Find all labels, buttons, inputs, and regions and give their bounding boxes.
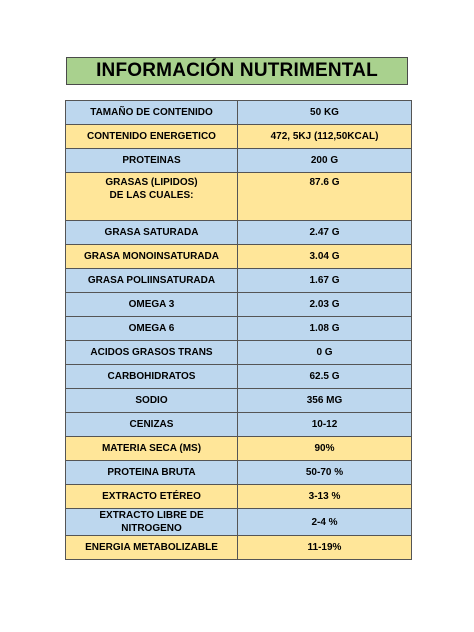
row-value: 2.47 G: [238, 221, 412, 245]
row-value: 2.03 G: [238, 293, 412, 317]
row-label: PROTEINAS: [66, 149, 238, 173]
row-label: GRASA SATURADA: [66, 221, 238, 245]
table-row: [66, 461, 412, 485]
row-label-line1: GRASAS (LIPIDOS): [105, 177, 198, 188]
row-label: CARBOHIDRATOS: [66, 365, 238, 389]
row-value: 0 G: [238, 341, 412, 365]
row-value: 87.6 G: [238, 173, 412, 221]
row-value: 1.08 G: [238, 317, 412, 341]
table-row: [66, 269, 412, 293]
row-value: 90%: [238, 437, 412, 461]
nutrition-table: [65, 100, 412, 560]
row-label: ENERGIA METABOLIZABLE: [66, 536, 238, 560]
row-label: TAMAÑO DE CONTENIDO: [66, 101, 238, 125]
table-row: [66, 341, 412, 365]
table-row: [66, 536, 412, 560]
row-label: [66, 173, 238, 221]
table-row: [66, 437, 412, 461]
table-row: [66, 101, 412, 125]
row-value: 11-19%: [238, 536, 412, 560]
row-label-line2: DE LAS CUALES:: [109, 190, 194, 201]
table-row: [66, 413, 412, 437]
table-row: [66, 125, 412, 149]
row-value: 50-70 %: [238, 461, 412, 485]
row-value: 50 KG: [238, 101, 412, 125]
row-value: 200 G: [238, 149, 412, 173]
row-label: CONTENIDO ENERGETICO: [66, 125, 238, 149]
row-label: PROTEINA BRUTA: [66, 461, 238, 485]
row-label: GRASA POLIINSATURADA: [66, 269, 238, 293]
row-value: 10-12: [238, 413, 412, 437]
table-row: [66, 365, 412, 389]
row-value: 62.5 G: [238, 365, 412, 389]
table-row: [66, 149, 412, 173]
table-row: [66, 221, 412, 245]
row-value: 3-13 %: [238, 485, 412, 509]
row-value: 2-4 %: [238, 509, 412, 536]
table-row: [66, 293, 412, 317]
row-label: OMEGA 3: [66, 293, 238, 317]
row-value: 1.67 G: [238, 269, 412, 293]
row-label: EXTRACTO LIBRE DE NITROGENO: [66, 509, 238, 536]
table-row: [66, 317, 412, 341]
row-label: ACIDOS GRASOS TRANS: [66, 341, 238, 365]
row-label: OMEGA 6: [66, 317, 238, 341]
table-row: [66, 389, 412, 413]
row-label: EXTRACTO ETÉREO: [66, 485, 238, 509]
table-row: [66, 509, 412, 536]
row-label: MATERIA SECA (MS): [66, 437, 238, 461]
table-row: [66, 173, 412, 221]
table-row: [66, 245, 412, 269]
row-label: SODIO: [66, 389, 238, 413]
row-value: 356 MG: [238, 389, 412, 413]
row-label: GRASA MONOINSATURADA: [66, 245, 238, 269]
title-banner: [66, 57, 408, 85]
row-label: CENIZAS: [66, 413, 238, 437]
row-value: 3.04 G: [238, 245, 412, 269]
row-value: 472, 5KJ (112,50KCAL): [238, 125, 412, 149]
table-row: [66, 485, 412, 509]
page-title: INFORMACIÓN NUTRIMENTAL: [96, 60, 378, 81]
